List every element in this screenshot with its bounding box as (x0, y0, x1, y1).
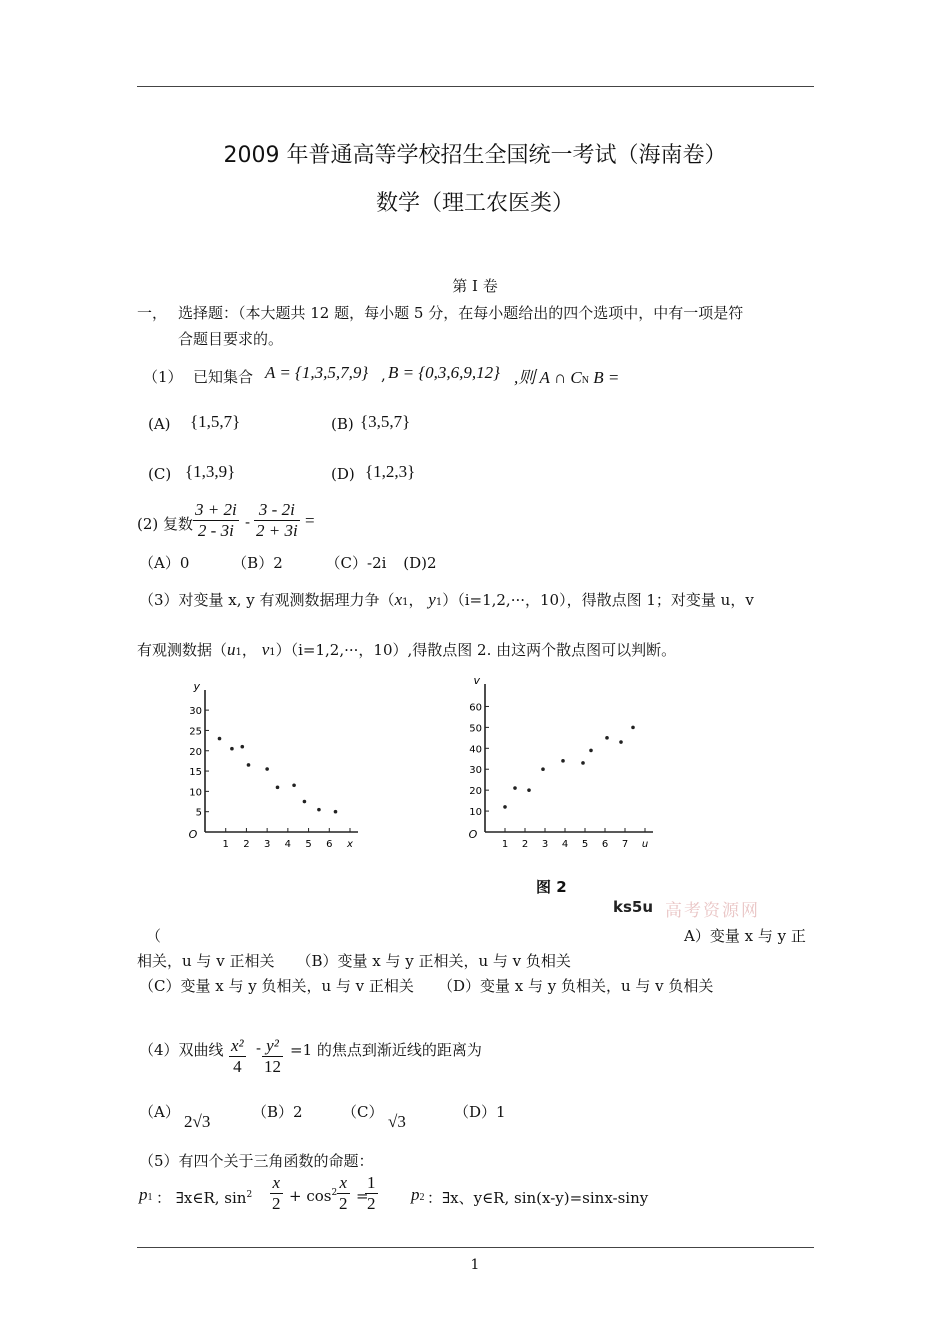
q5-p1-plus: + $\cos^2$ (289, 1187, 338, 1205)
data-point (240, 745, 244, 749)
q2-frac1-den: 2 - 3i (193, 520, 239, 541)
q4-fraction-2 (262, 1036, 283, 1077)
data-point (527, 788, 531, 792)
q4-option-b: （B）2 (252, 1103, 303, 1121)
q2-frac2-den: 2 + 3i (256, 521, 298, 540)
q2-prefix: (2) 复数 (137, 515, 194, 533)
q4-minus: - (256, 1039, 262, 1057)
q1-sep: , (381, 366, 386, 384)
data-point (503, 805, 507, 809)
data-point (303, 800, 307, 804)
x-tick-label: u (641, 839, 649, 850)
page-number: 1 (470, 1257, 480, 1273)
x-tick-label: 3 (263, 839, 271, 850)
q4-frac2-den: 12 (264, 1057, 281, 1076)
y-tick-label: 60 (469, 702, 482, 714)
q2-frac2-num: 3 - 2i (258, 500, 295, 519)
part-number: 一， (137, 304, 168, 322)
watermark-text: ks5u (613, 898, 654, 916)
data-point (581, 761, 585, 765)
y-tick-label: 5 (195, 807, 202, 819)
origin-label: O (188, 828, 198, 841)
x-tick-label: 4 (561, 839, 569, 850)
q5-p1-frac-2: $\frac{x}{2}$ (339, 1173, 348, 1213)
q2-options (139, 552, 437, 573)
q1-set-b: B = {0,3,6,9,12} (388, 363, 500, 382)
q2-option-b-value: 2 (273, 554, 283, 572)
q1-option-b-value: {3,5,7} (360, 412, 411, 431)
q4-option-a-label: （A） (139, 1103, 180, 1121)
page-subtitle: 数学（理工农医类） (375, 191, 574, 216)
data-point (218, 737, 222, 741)
q5-p1-text: ： ∃x∈R, $\sin^2$ (156, 1189, 253, 1207)
q3-option-a-open: （ (146, 927, 162, 945)
data-point (589, 749, 593, 753)
q4-option-d: （D）1 (454, 1103, 506, 1121)
q1-option-a-label: (A) (148, 415, 171, 433)
footer-rule (137, 1247, 814, 1248)
y-axis-label: v (473, 674, 480, 687)
q1-set-a: A = {1,3,5,7,9} (265, 363, 369, 382)
q3-option-d: （D）变量 x 与 y 负相关，u 与 v 负相关 (437, 977, 714, 995)
y-tick-label: 10 (469, 807, 482, 819)
q2-option-d-value: 2 (426, 554, 437, 572)
data-point (230, 747, 234, 751)
q1-option-d-label: (D) (331, 465, 355, 483)
data-point (631, 726, 635, 730)
q1-stem: 已知集合 (193, 368, 254, 386)
q3-option-a-text: A）变量 x 与 y 正 (684, 927, 806, 945)
q2-option-c-label: （C） (325, 554, 368, 572)
q1-ask: ,则 A ∩ CN B = (514, 368, 620, 387)
data-point (265, 767, 269, 771)
q2-option-a-label: （A） (139, 554, 180, 572)
q3-option-c: （C）变量 x 与 y 负相关，u 与 v 正相关 (139, 977, 414, 995)
q3-option-b: （B）变量 x 与 y 正相关，u 与 v 负相关 (296, 952, 571, 970)
scatter-plot-2 (455, 674, 660, 852)
q2-fraction-2 (254, 500, 300, 541)
x-tick-label: 6 (601, 839, 609, 850)
x-tick-label: 7 (621, 839, 629, 850)
x-tick-label: 2 (243, 839, 250, 850)
q2-option-b-label: （B） (232, 554, 274, 572)
q4-frac1-den: 4 (229, 1056, 246, 1077)
q2-option-d-label: (D) (403, 554, 427, 572)
q5-p1-frac-1: $\frac{x}{2}$ (272, 1173, 281, 1213)
data-point (247, 763, 251, 767)
data-point (334, 810, 338, 814)
data-point (541, 767, 545, 771)
y-tick-label: 25 (189, 726, 202, 738)
section-label: 第 I 卷 (452, 277, 498, 295)
data-point (292, 783, 296, 787)
y-axis-label: y (193, 680, 200, 693)
page-title: 2009 年普通高等学校招生全国统一考试（海南卷） (223, 143, 727, 168)
q1-option-c-label: (C) (148, 465, 172, 483)
y-tick-label: 20 (189, 746, 202, 758)
x-tick-label: 1 (222, 839, 229, 850)
x-tick-label: 3 (541, 839, 549, 850)
x-tick-label: 2 (521, 839, 529, 850)
y-tick-label: 30 (189, 706, 202, 718)
q1-option-b-label: (B) (331, 415, 354, 433)
x-tick-label: 1 (501, 839, 509, 850)
q3-option-c-d (139, 975, 713, 996)
q3-line1: （3）对变量 x, y 有观测数据理力争（x1， y1）（i=1,2,···，10），得散点图 1；对变量 u，v (139, 590, 754, 609)
y-tick-label: 50 (469, 723, 482, 735)
x-tick-label: 6 (326, 839, 333, 850)
y-tick-label: 40 (469, 744, 482, 756)
q4-prefix: （4）双曲线 (139, 1041, 224, 1059)
y-tick-label: 20 (469, 786, 482, 798)
q2-fraction-1 (193, 500, 239, 541)
q5-p1-frac-3: $\frac{1}{2}$ (367, 1173, 376, 1213)
x-tick-label: 4 (284, 839, 292, 850)
q5-p2-text: ：∃x、y∈R, sin(x-y)=sinx-siny (427, 1189, 649, 1207)
data-point (276, 786, 280, 790)
q4-option-a-value: 2√3 (184, 1112, 211, 1131)
q2-equals: = (305, 511, 315, 530)
q4-option-c-value: √3 (388, 1112, 406, 1131)
part-instructions-line1: 选择题：（本大题共 12 题，每小题 5 分，在每小题给出的四个选项中，中有一项是符 (178, 304, 744, 322)
q4-option-c-label: （C） (342, 1103, 384, 1121)
q4-fraction-1 (229, 1036, 246, 1077)
q5-p2-label: p2 (411, 1185, 425, 1204)
q2-option-a-value: 0 (179, 554, 190, 572)
x-tick-label: 5 (305, 839, 312, 850)
q3-line2: 有观测数据（u1， v1）（i=1,2,···，10）,得散点图 2. 由这两个散点图可以判断。 (137, 640, 677, 659)
x-tick-label: x (347, 839, 353, 850)
q3-option-a-line2: 相关，u 与 v 正相关 （B）变量 x 与 y 正相关，u 与 v 负相关 (137, 952, 571, 970)
q4-frac1-num: x² (231, 1036, 244, 1055)
q1-number: （1） (143, 368, 183, 386)
origin-label: O (468, 828, 478, 841)
watermark-logo: 高考资源网 (665, 901, 760, 921)
q2-minus: - (245, 513, 251, 531)
q5-p1-eq: = (356, 1187, 369, 1205)
q2-frac1-num: 3 + 2i (195, 500, 237, 519)
q4-frac2-num: y² (266, 1036, 279, 1055)
data-point (561, 759, 565, 763)
data-point (605, 736, 609, 740)
figure-2-caption: 图 2 (536, 878, 567, 896)
data-point (513, 786, 517, 790)
x-tick-label: 5 (581, 839, 589, 850)
q2-option-c-value: -2i (367, 554, 387, 572)
part-instructions-line2: 合题目要求的。 (178, 330, 284, 348)
data-point (317, 808, 321, 812)
y-tick-label: 10 (189, 787, 202, 799)
y-tick-label: 15 (189, 767, 202, 779)
header-rule (137, 86, 814, 87)
q1-option-a-value: {1,5,7} (190, 412, 241, 431)
q5-stem: （5）有四个关于三角函数的命题： (139, 1152, 374, 1170)
q1-option-d-value: {1,2,3} (365, 462, 416, 481)
y-tick-label: 30 (469, 765, 482, 777)
scatter-plot-1 (180, 682, 370, 852)
data-point (619, 740, 623, 744)
q1-option-c-value: {1,3,9} (185, 462, 236, 481)
q5-p1-label: p1 (139, 1185, 153, 1204)
q4-suffix: =1 的焦点到渐近线的距离为 (290, 1041, 482, 1059)
